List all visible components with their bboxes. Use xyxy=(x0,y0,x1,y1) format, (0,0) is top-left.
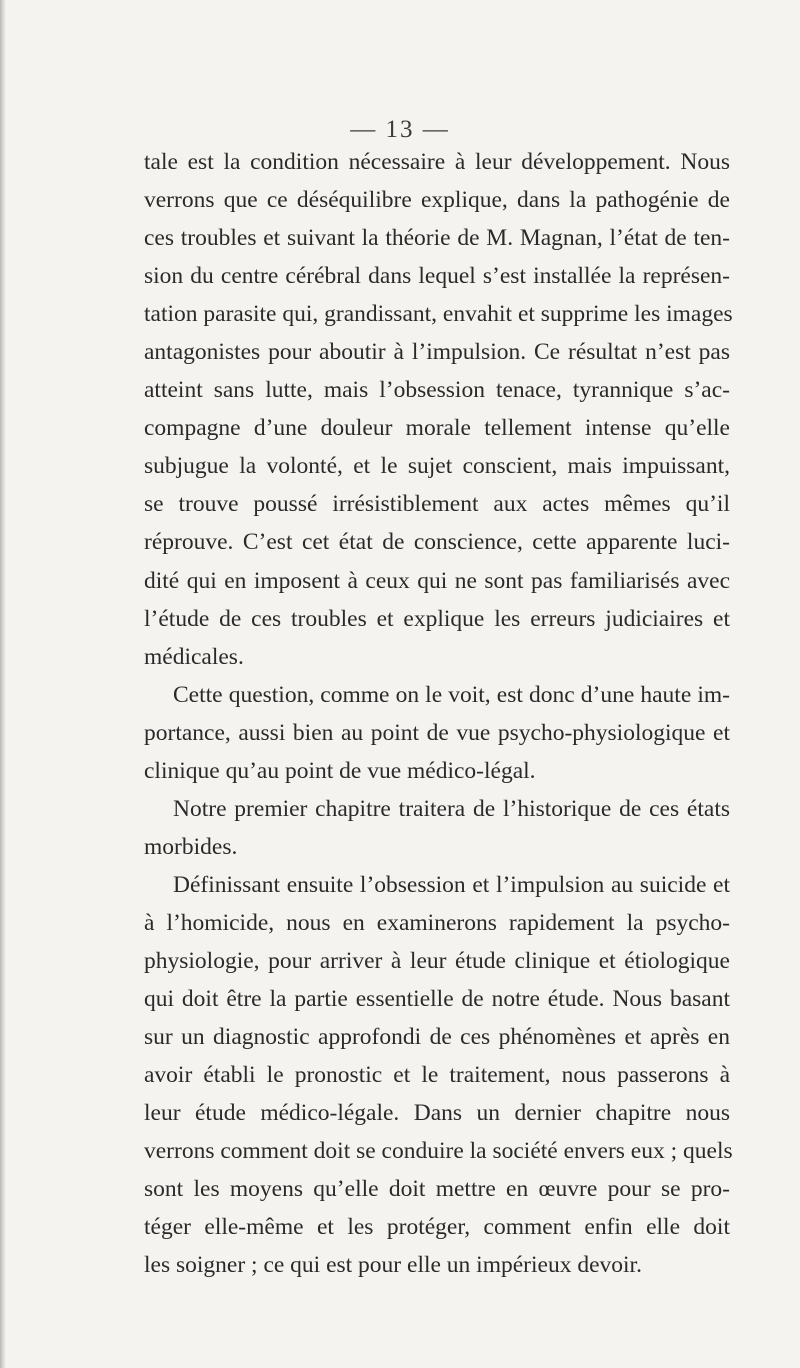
text-line: compagne d’une douleur morale tellement intense qu’elle xyxy=(144,415,730,442)
text-line: leur étude médico-légale. Dans un dernier chapitre nous xyxy=(144,1100,730,1127)
page-number: — 13 — xyxy=(350,116,450,143)
text-line: subjugue la volonté, et le sujet conscient, mais impuissant, xyxy=(144,453,730,480)
text-line: téger elle-même et les protéger, comment enfin elle doit xyxy=(144,1214,730,1241)
text-line: réprouve. C’est cet état de conscience, cette apparente luci- xyxy=(144,529,730,556)
text-line: tale est la condition nécessaire à leur développement. Nous xyxy=(144,149,730,175)
text-line: antagonistes pour aboutir à l’impulsion. Ce résultat n’est pas xyxy=(144,339,730,366)
text-line: verrons que ce déséquilibre explique, dans la pathogénie de xyxy=(144,187,730,214)
text-line: Notre premier chapitre traitera de l’historique de ces états xyxy=(173,795,730,822)
text-line: atteint sans lutte, mais l’obsession tenace, tyrannique s’ac- xyxy=(144,377,730,404)
text-line: Cette question, comme on le voit, est donc d’une haute im- xyxy=(173,681,730,708)
text-line: ces troubles et suivant la théorie de M. Magnan, l’état de ten- xyxy=(144,225,730,252)
text-line: tation parasite qui, grandissant, envahit et supprime les images xyxy=(144,301,733,328)
text-line: à l’homicide, nous en examinerons rapidement la psycho- xyxy=(144,909,730,936)
text-line: les soigner ; ce qui est pour elle un impérieux devoir. xyxy=(144,1252,642,1279)
text-line: se trouve poussé irrésistiblement aux actes mêmes qu’il xyxy=(144,491,730,518)
text-line: portance, aussi bien au point de vue psycho-physiologique et xyxy=(144,719,730,746)
text-line: l’étude de ces troubles et explique les erreurs judiciaires et xyxy=(144,605,730,632)
text-line: physiologie, pour arriver à leur étude clinique et étiologique xyxy=(144,947,730,974)
text-line: clinique qu’au point de vue médico-légal. xyxy=(144,757,536,784)
text-line: sur un diagnostic approfondi de ces phénomènes et après en xyxy=(144,1024,730,1051)
text-line: morbides. xyxy=(144,833,238,860)
text-line: dité qui en imposent à ceux qui ne sont pas familiarisés avec xyxy=(144,567,730,594)
text-line: sion du centre cérébral dans lequel s’est installée la représen- xyxy=(144,263,730,290)
text-line: avoir établi le pronostic et le traitement, nous passerons à xyxy=(144,1062,730,1089)
text-line: Définissant ensuite l’obsession et l’impulsion au suicide et xyxy=(173,871,730,898)
text-line: médicales. xyxy=(144,643,244,670)
text-line: qui doit être la partie essentielle de notre étude. Nous basant xyxy=(144,986,730,1013)
page-binding-edge xyxy=(0,0,6,1368)
text-line: verrons comment doit se conduire la société envers eux ; quels xyxy=(144,1138,733,1165)
body-text xyxy=(144,143,733,1284)
text-line: sont les moyens qu’elle doit mettre en œuvre pour se pro- xyxy=(144,1176,730,1203)
